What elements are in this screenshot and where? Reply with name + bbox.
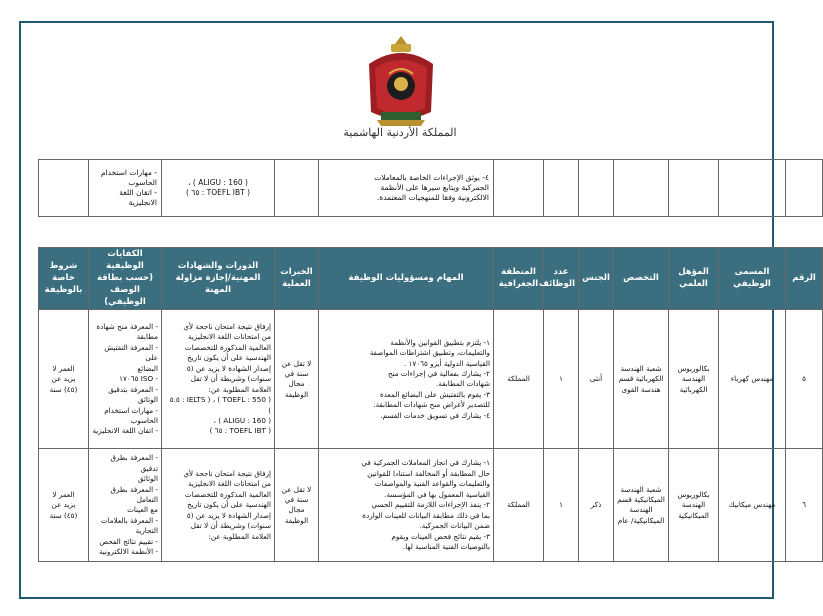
- cell-courses: إرفاق نتيجة امتحان ناجحة لأي من امتحانات اللغة الانجليزية العالمية المذكورة للتخصصات الهندسية على أن يكون تاريخ إصدار الشهادة لا يزيد عن (٥ سنوات) وشريطة أن لا تقل العلامة المطلوبة عن: ( TOEFL : 550 ) ، ( IELTS : ٥.٥ ) ( ALIGU : 160 ) ، ( TOEFL IBT : ٦٥ ): [162, 310, 275, 449]
- header-qualification: المؤهل العلمي: [669, 248, 719, 310]
- table-row: [39, 449, 823, 562]
- cell-title: [719, 160, 786, 217]
- cell-duties: ١- يلتزم بتطبيق القوانين والأنظمة والتعليمات، وتطبيق اشتراطات المواصفة القياسية الدولية أيزو ١٧٠٦٥ . ٢- يشارك بفعالية في إجراءات منح شهادات المطابقة. ٣- يقوم بالتفتيش على البضائع المعدة للتصدير لأغراض منح شهادات المطابقة. ٤- يشارك في تسويق خدمات القسم.: [319, 310, 494, 449]
- cell-competencies: - مهارات استخدام الحاسوب - اتقان اللغة الانجليزية: [89, 160, 162, 217]
- cell-duties: ٤- يوثق الإجراءات الخاصة بالمعاملات الجمركية ويتابع سيرها على الأنظمة الالكترونية وفقا للمنهجيات المعتمدة.: [319, 160, 494, 217]
- cell-no: ٦: [786, 449, 823, 562]
- cell-gender: [579, 160, 614, 217]
- cell-experience: لا تقل عن سنة في مجال الوظيفة: [275, 310, 319, 449]
- cell-specialization: شعبة الهندسة الكهربائية قسم هندسة القوى: [614, 310, 669, 449]
- cell-qualification: [669, 160, 719, 217]
- royal-emblem-icon: [361, 34, 441, 130]
- jobs-table: [38, 247, 823, 562]
- cell-courses: إرفاق نتيجة امتحان ناجحة لأي من امتحانات اللغة الانجليزية العالمية المذكورة للتخصصات الهندسية على أن يكون تاريخ إصدار الشهادة لا يزيد عن (٥ سنوات) وشريطة أن لا تقل العلامة المطلوبة عن:: [162, 449, 275, 562]
- cell-region: المملكة: [494, 310, 544, 449]
- header-duties: المهام ومسؤوليات الوظيفة: [319, 248, 494, 310]
- cell-experience: لا تقل عن سنة في مجال الوظيفة: [275, 449, 319, 562]
- header-experience: الخبرات العملية: [275, 248, 319, 310]
- cell-competencies: - المعرفة منح شهادة مطابقة - المعرفة التفتيش على البضائع - ISO ١٧٠٦٥ - المعرفة بتدقيق الوثائق - مهارات استخدام الحاسوب - اتقان اللغة الانجليزية: [89, 310, 162, 449]
- cell-competencies: - المعرفة بطرق تدقيق الوثائق - المعرفة بطرق التعامل مع العينات - المعرفة بالعلامات التجارية - تقييم نتائج الفحص - الأنظمة الالكترونية: [89, 449, 162, 562]
- header-count: عدد الوظائف: [544, 248, 579, 310]
- cell-experience: [275, 160, 319, 217]
- continued-row: [39, 160, 823, 217]
- cell-qualification: بكالوريوس الهندسة الميكانيكية: [669, 449, 719, 562]
- header-specialization: التخصص: [614, 248, 669, 310]
- cell-duties: ١- يشارك في انجاز المعاملات الجمركية في حال المطابقة أو المخالفة استنادا للقوانين والتعليمات والقواعد الفنية والمواصفات القياسية المعمول بها في المؤسسة. ٢- ينفذ الإجراءات اللازمة للتقييم الحسي بما في ذلك مطابقة البيانات للعينات الواردة ضمن البيانات الجمركية. ٣- يقيم نتائج فحص العينات ويقوم بالتوصيات الفنية المناسبة لها.: [319, 449, 494, 562]
- cell-region: المملكة: [494, 449, 544, 562]
- cell-specialization: [614, 160, 669, 217]
- cell-count: ١: [544, 310, 579, 449]
- cell-gender: أنثى: [579, 310, 614, 449]
- header-gender: الجنس: [579, 248, 614, 310]
- cell-region: [494, 160, 544, 217]
- cell-conditions: [39, 160, 89, 217]
- cell-count: ١: [544, 449, 579, 562]
- cell-conditions: العمر لا يزيد عن (٤٥) سنة: [39, 310, 89, 449]
- cell-no: ٥: [786, 310, 823, 449]
- kingdom-name: المملكة الأردنية الهاشمية: [343, 126, 457, 139]
- cell-count: [544, 160, 579, 217]
- cell-title: مهندس ميكانيك: [719, 449, 786, 562]
- header-row: [39, 248, 823, 310]
- cell-gender: ذكر: [579, 449, 614, 562]
- cell-specialization: شعبة الهندسة الميكانيكية قسم الهندسة الميكانيكية/ عام: [614, 449, 669, 562]
- table-row: [39, 310, 823, 449]
- cell-qualification: بكالوريوس الهندسة الكهربائية: [669, 310, 719, 449]
- cell-courses: ( ALIGU : 160 ) ، ( TOEFL IBT : ٦٥ ): [162, 160, 275, 217]
- cell-conditions: العمر لا يزيد عن (٤٥) سنة: [39, 449, 89, 562]
- header-competencies: الكفايات الوظيفية (حسب بطاقة الوصف الوظيفي): [89, 248, 162, 310]
- header-courses: الدورات والشهادات المهنية/إجازة مزاولة المهنة: [162, 248, 275, 310]
- cell-no: [786, 160, 823, 217]
- header-title: المسمى الوظيفي: [719, 248, 786, 310]
- header-region: المنطقة الجغرافية: [494, 248, 544, 310]
- continued-table: [38, 159, 823, 217]
- header-conditions: شروط خاصة بالوظيفة: [39, 248, 89, 310]
- cell-title: مهندس كهرباء: [719, 310, 786, 449]
- header-no: الرقم: [786, 248, 823, 310]
